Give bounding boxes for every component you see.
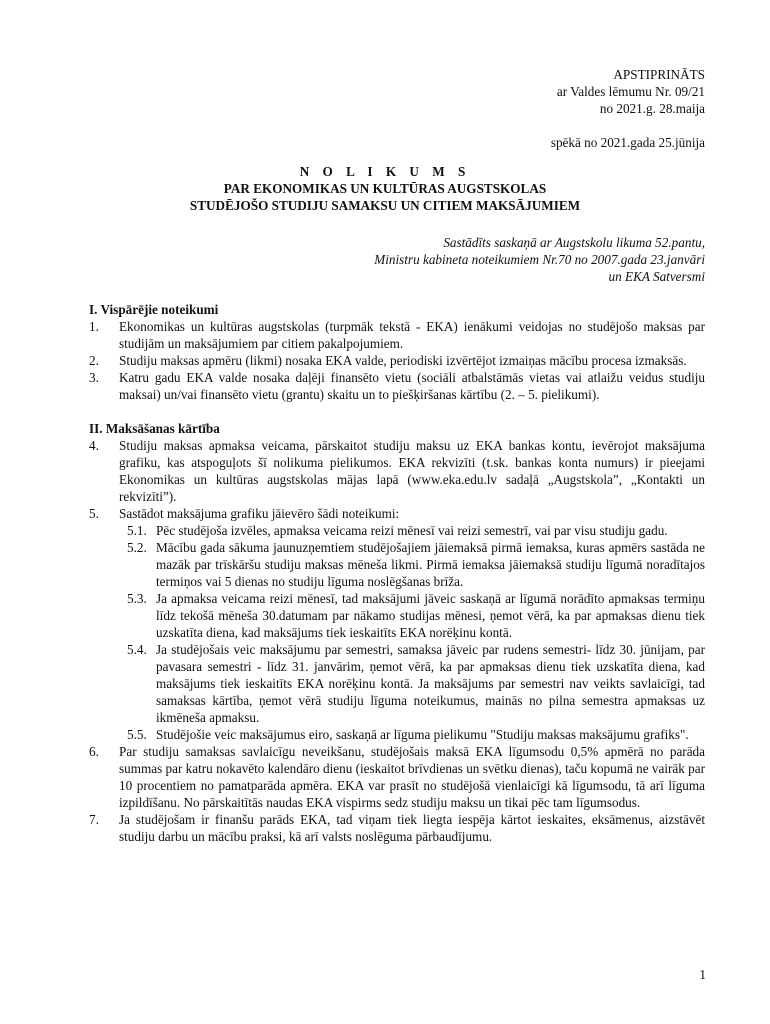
- effective-date: spēkā no 2021.gada 25.jūnija: [550, 135, 705, 150]
- item-text: Studiju maksas apmaksa veicama, pārskaitot studiju maksu uz EKA bankas kontu, ievērojot maksājuma grafiku, kas atspoguļots šī nolikuma pielikumos. EKA rekvizīti (t.sk. bankas konta numurs) ir pieejami Ekonomikas un kultūras augstskolas mājas lapā (www.eka.edu.lv sadaļā „Augstskola”, „Kontakti un rekvizīti”).: [119, 438, 705, 504]
- list-item: [89, 505, 705, 522]
- sub-item-number: 5.3.: [127, 591, 147, 606]
- item-number: 4.: [89, 438, 99, 453]
- item-number: 3.: [89, 370, 99, 385]
- title-line-1: N O L I K U M S: [299, 164, 471, 179]
- basis-line-1: Sastādīts saskaņā ar Augstskolu likuma 52.pantu,: [443, 235, 705, 250]
- item-text: Ekonomikas un kultūras augstskolas (turpmāk tekstā - EKA) ienākumi veidojas no studējošo maksas par studijām un maksājumiem par citiem pakalpojumiem.: [119, 319, 705, 351]
- item-number: 2.: [89, 353, 99, 368]
- list-item: [89, 352, 705, 369]
- approval-block: [551, 66, 705, 151]
- document-title: [0, 163, 770, 214]
- document-body: [89, 301, 705, 845]
- list-item: [89, 811, 705, 845]
- sub-list-item: [127, 522, 705, 539]
- item-text: Sastādot maksājuma grafiku jāievēro šādi noteikumi:: [119, 506, 400, 521]
- list-item: [89, 743, 705, 811]
- sub-item-number: 5.1.: [127, 523, 147, 538]
- sub-list-item: [127, 539, 705, 590]
- page-number: 1: [699, 967, 706, 982]
- sub-item-number: 5.5.: [127, 727, 147, 742]
- item-number: 7.: [89, 812, 99, 827]
- basis-line-2: Ministru kabineta noteikumiem Nr.70 no 2007.gada 23.janvāri: [374, 252, 705, 267]
- sub-item-text: Pēc studējoša izvēles, apmaksa veicama reizi mēnesī vai reizi semestrī, vai par visu studiju gadu.: [156, 523, 668, 538]
- approval-title: APSTIPRINĀTS: [613, 67, 705, 82]
- item-text: Studiju maksas apmēru (likmi) nosaka EKA valde, periodiski izvērtējot izmaiņas mācību procesa izmaksās.: [119, 353, 687, 368]
- approval-decision: ar Valdes lēmumu Nr. 09/21: [556, 84, 705, 99]
- approval-date: no 2021.g. 28.maija: [599, 101, 705, 116]
- sub-item-text: Ja studējošais veic maksājumu par semestri, samaksa jāveic par rudens semestri- līdz 30. jūnijam, par pavasara semestri - līdz 31. janvārim, ņemot vērā, ka par apmaksas dienu tiek uzskatīta diena, kad maksājums tiek ieskaitīts EKA norēķinu kontā. Ja maksājums par semestri nav veikts savlaicīgi, tad samaksas kārtība, ņemot vērā studiju līguma noteikumus, mainās no pilna semestra apmaksas uz ikmēneša apmaksu.: [156, 642, 705, 725]
- item-text: Katru gadu EKA valde nosaka daļēji finansēto vietu (sociāli atbalstāmās vietas vai atlaižu veidus studiju maksai) un/vai finansēto vietu (grantu) skaitu un to piešķiršanas kārtību (2. – 5. pielikumi).: [119, 370, 705, 402]
- legal-basis: [374, 234, 705, 285]
- list-item: [89, 437, 705, 505]
- sub-item-number: 5.4.: [127, 642, 147, 657]
- title-line-3: STUDĒJOŠO STUDIJU SAMAKSU UN CITIEM MAKSĀJUMIEM: [189, 198, 581, 213]
- sub-item-text: Studējošie veic maksājumus eiro, saskaņā ar līguma pielikumu "Studiju maksas maksājumu grafiks".: [156, 727, 689, 742]
- list-item: [89, 369, 705, 403]
- sub-list-item: [127, 726, 705, 743]
- list-item: [89, 318, 705, 352]
- title-line-2: PAR EKONOMIKAS UN KULTŪRAS AUGSTSKOLAS: [223, 181, 547, 196]
- item-text: Par studiju samaksas savlaicīgu neveikšanu, studējošais maksā EKA līgumsodu 0,5% apmērā no parāda summas par katru nokavēto kalendāro dienu (ieskaitot brīvdienas un svētku dienas), taču kopumā ne vairāk par 10 procentiem no pamatparāda apmēra. EKA var prasīt no studējošā vienlaicīgi kā līgumsodu, tā arī līguma izpildīšanu. No pārskaitītās naudas EKA vispirms sedz studiju maksu un tikai pēc tam līgumsodus.: [119, 744, 705, 810]
- sub-list-item: [127, 590, 705, 641]
- section-1-heading: I. Vispārējie noteikumi: [89, 302, 219, 317]
- sub-item-text: Ja apmaksa veicama reizi mēnesī, tad maksājumi jāveic saskaņā ar līgumā norādīto apmaksas termiņu līdz tekošā mēneša 30.datumam par nākamo studijas mēnesi, ņemot vērā, ka par apmaksas dienu tiek uzskatīta diena, kad maksājums tiek ieskaitīts EKA norēķinu kontā.: [156, 591, 705, 640]
- sub-item-number: 5.2.: [127, 540, 147, 555]
- sub-list-item: [127, 641, 705, 726]
- basis-line-3: un EKA Satversmi: [608, 269, 705, 284]
- item-text: Ja studējošam ir finanšu parāds EKA, tad viņam tiek liegta iespēja kārtot ieskaites, eksāmenus, aizstāvēt studiju darbu un mācību praksi, kā arī valsts noslēguma pārbaudījumu.: [119, 812, 705, 844]
- item-number: 6.: [89, 744, 99, 759]
- sub-item-text: Mācību gada sākuma jaunuzņemtiem studējošajiem jāiemaksā pirmā iemaksa, kuras apmērs sastāda ne mazāk par trīskāršu studiju maksas mēneša likmi. Pirmā iemaksa jāiemaksā studiju līgumā noradītajos termiņos vai 5 dienas no studiju līguma noslēgšanas brīža.: [156, 540, 705, 589]
- item-number: 5.: [89, 506, 99, 521]
- section-2-heading: II. Maksāšanas kārtība: [89, 421, 220, 436]
- item-number: 1.: [89, 319, 99, 334]
